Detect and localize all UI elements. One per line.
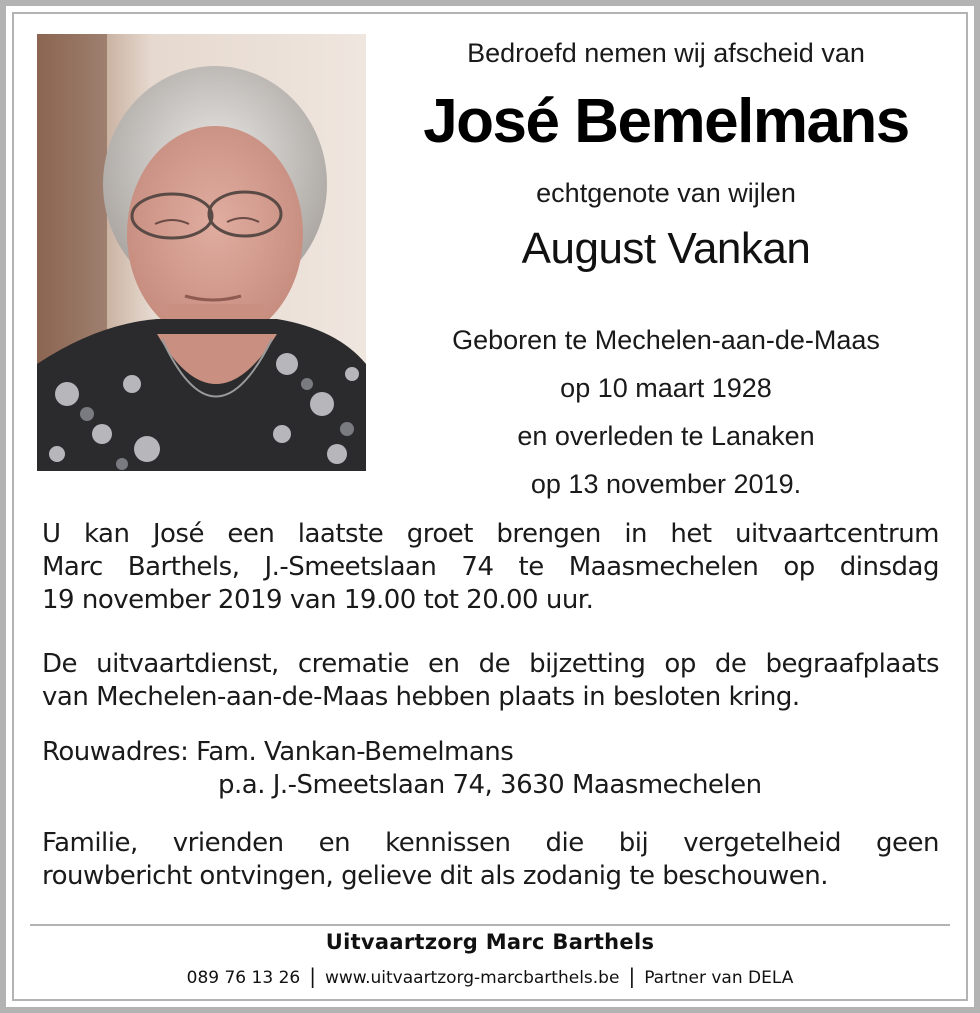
service-line-1: De uitvaartdienst, crematie en de bijzetting op de begraafplaats bbox=[42, 649, 939, 679]
visit-line-2: Marc Barthels, J.-Smeetslaan 74 te Maasmechelen op dinsdag bbox=[42, 552, 939, 582]
death-date-line: op 13 november 2019. bbox=[530, 469, 802, 499]
spouse-name: August Vankan bbox=[521, 224, 811, 273]
intro-line: Bedroefd nemen wij afscheid van bbox=[467, 38, 865, 68]
service-line-2: van Mechelen-aan-de-Maas hebben plaats in besloten kring. bbox=[42, 682, 800, 712]
birth-date-line: op 10 maart 1928 bbox=[560, 373, 772, 403]
service-paragraph bbox=[42, 648, 939, 714]
company-phone: 089 76 13 26 bbox=[186, 968, 301, 988]
visit-paragraph bbox=[42, 518, 939, 617]
footer-contact-line bbox=[0, 964, 980, 988]
closing-line-2: rouwbericht ontvingen, gelieve dit als zodanig te beschouwen. bbox=[42, 861, 828, 891]
closing-paragraph bbox=[42, 827, 939, 893]
funeral-company-name: Uitvaartzorg Marc Barthels bbox=[325, 930, 655, 954]
life-details bbox=[392, 316, 940, 508]
footer-divider bbox=[30, 924, 950, 926]
address-paragraph bbox=[42, 736, 939, 802]
partner-text: Partner van DELA bbox=[644, 968, 794, 988]
separator: | bbox=[628, 964, 636, 988]
death-place-line: en overleden te Lanaken bbox=[517, 421, 815, 451]
visit-line-1: U kan José een laatste groet brengen in het uitvaartcentrum bbox=[42, 519, 939, 549]
separator: | bbox=[309, 964, 316, 988]
address-line: p.a. J.-Smeetslaan 74, 3630 Maasmechelen bbox=[218, 770, 762, 800]
visit-line-3: 19 november 2019 van 19.00 tot 20.00 uur. bbox=[42, 585, 594, 615]
closing-line-1: Familie, vrienden en kennissen die bij vergetelheid geen bbox=[42, 828, 939, 858]
deceased-name: José Bemelmans bbox=[423, 87, 909, 156]
spouse-intro-line: echtgenote van wijlen bbox=[536, 178, 796, 208]
portrait-photo bbox=[37, 34, 366, 471]
address-label: Rouwadres: Fam. Vankan-Bemelmans bbox=[42, 737, 514, 767]
birth-place-line: Geboren te Mechelen-aan-de-Maas bbox=[452, 325, 880, 355]
company-website-link[interactable]: www.uitvaartzorg-marcbarthels.be bbox=[324, 968, 620, 988]
